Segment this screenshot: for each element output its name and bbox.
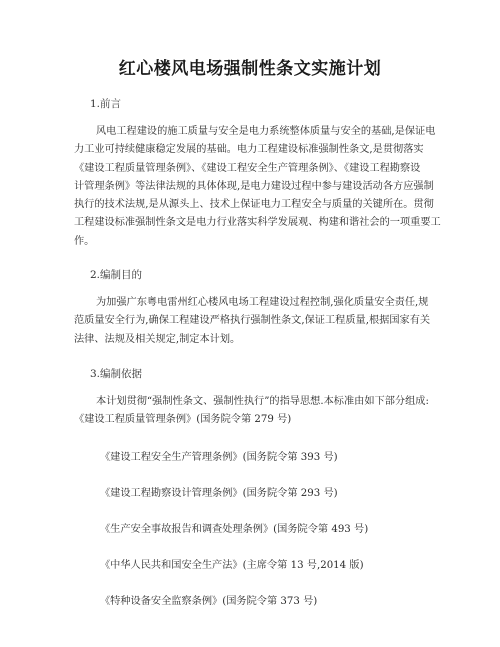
reference-item: 《中华人民共和国安全生产法》(主席令第 13 号,2014 版) — [100, 560, 364, 571]
reference-item: 《特种设备安全监察条例》(国务院令第 373 号) — [100, 596, 318, 607]
reference-item: 《建设工程勘察设计管理条例》(国务院令第 293 号) — [100, 488, 338, 499]
paragraph-line: 《建设工程质量管理条例》、《建设工程安全生产管理条例》、《建设工程勘察设 — [74, 162, 421, 174]
paragraph-line: 为加强广东粤电雷州红心楼风电场工程建设过程控制,强化质量安全责任,规 — [96, 297, 429, 308]
paragraph-line: 法律、法规及相关规定,制定本计划。 — [74, 333, 241, 345]
paragraph-line: 计管理条例》等法律法规的具体体现,是电力建设过程中参与建设活动各方应强制 — [74, 180, 434, 192]
section-body-purpose — [74, 294, 438, 349]
paragraph-line: 执行的技术法规,是从源头上、技术上保证电力工程安全与质量的关键所在。贯彻 — [74, 199, 434, 211]
paragraph-line: 工程建设标准强制性条文是电力行业落实科学发展观、构建和谐社会的一项重要工 — [74, 217, 441, 229]
paragraph-line: 本计划贯彻“强制性条文、强制性执行”的指导思想.本标准由如下部分组成: — [96, 396, 429, 407]
section-body-basis — [74, 393, 438, 430]
section-heading-basis: 3.编制依据 — [90, 368, 143, 380]
section-heading-preface: 1.前言 — [90, 98, 122, 110]
paragraph-line: 力工业可持续健康稳定发展的基础。电力工程建设标准强制性条文,是贯彻落实 — [74, 144, 424, 156]
section-heading-purpose: 2.编制目的 — [90, 269, 143, 281]
reference-item: 《建设工程安全生产管理条例》(国务院令第 393 号) — [100, 452, 338, 463]
section-body-preface — [74, 123, 441, 251]
paragraph-line: 范质量安全行为,确保工程建设严格执行强制性条文,保证工程质量,根据国家有关 — [74, 315, 431, 327]
paragraph-line: 《建设工程质量管理条例》(国务院令第 279 号) — [74, 414, 292, 426]
paragraph-line: 作。 — [74, 235, 95, 247]
reference-item: 《生产安全事故报告和调查处理条例》(国务院令第 493 号) — [100, 524, 369, 535]
paragraph-line: 风电工程建设的施工质量与安全是电力系统整体质量与安全的基础,是保证电 — [96, 126, 436, 137]
document-title: 红心楼风电场强制性条文实施计划 — [118, 59, 382, 79]
